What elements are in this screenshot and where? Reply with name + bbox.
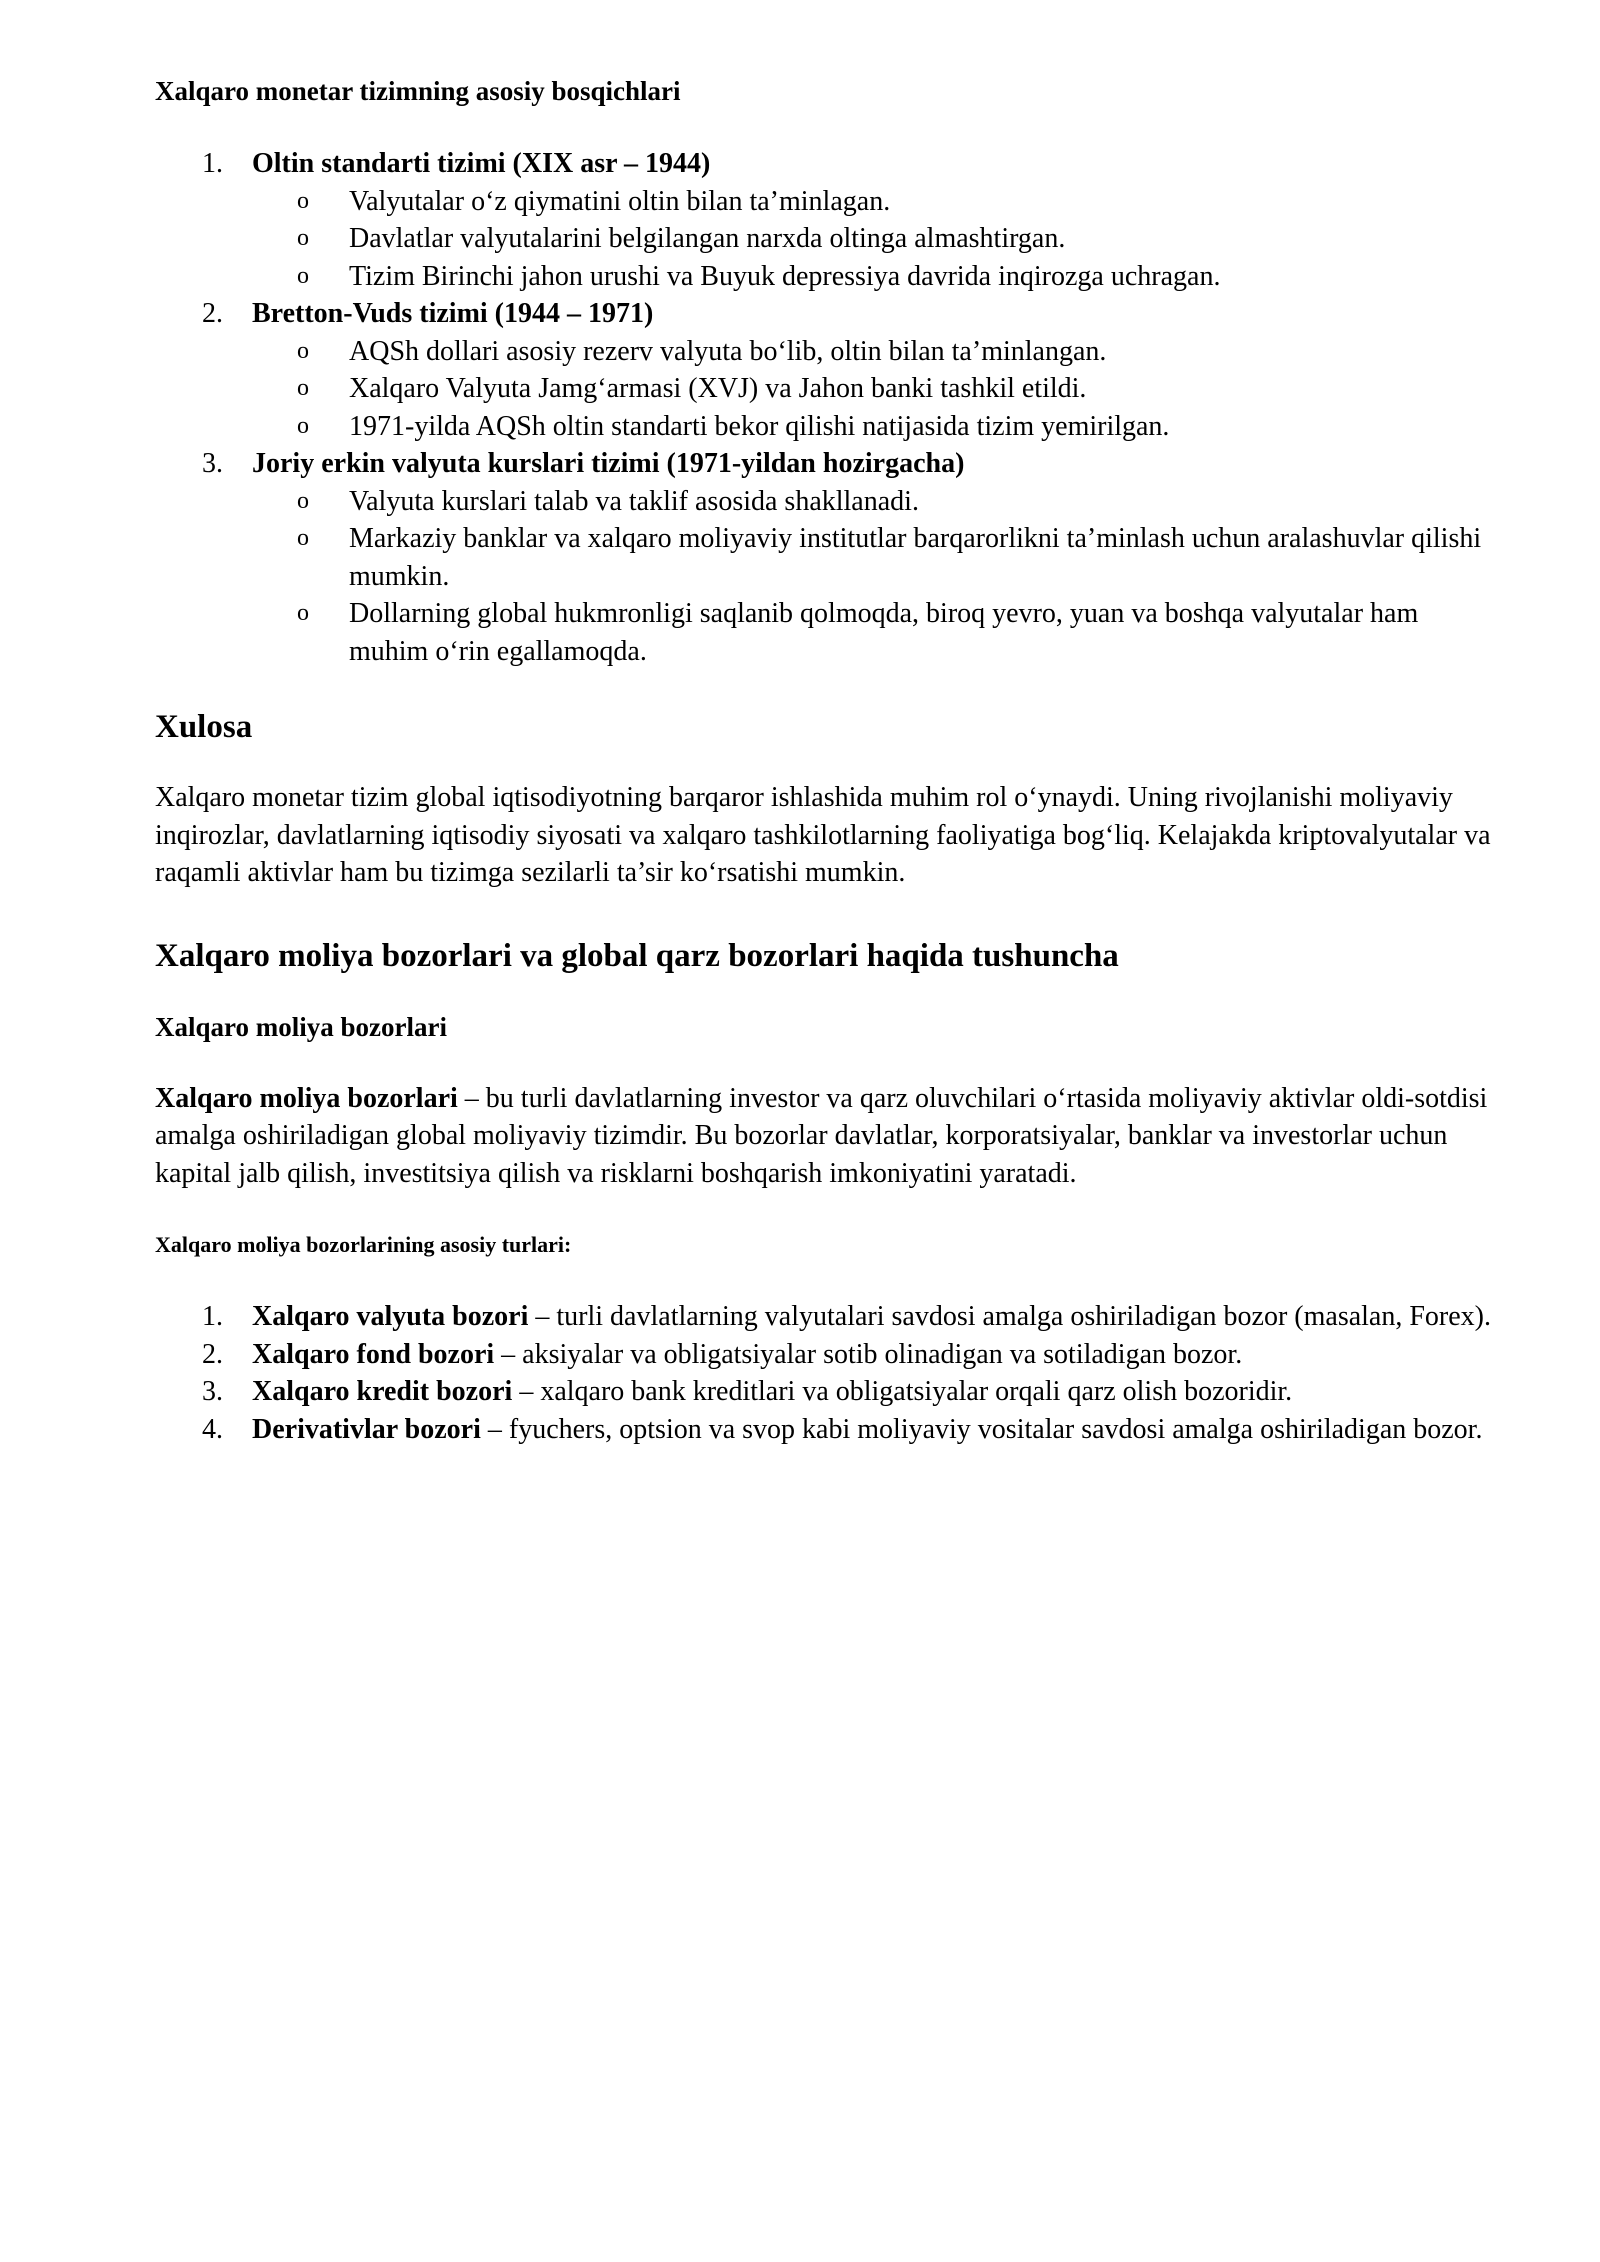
type-text: – fyuchers, optsion va svop kabi moliyaviy vositalar savdosi amalga oshiriladigan bozor. [480, 1413, 1483, 1445]
sub-list-item: o Valyutalar o‘z qiymatini oltin bilan ta’minlagan. [252, 183, 1500, 221]
sub-list [252, 183, 1500, 296]
sub-list-item: o Tizim Birinchi jahon urushi va Buyuk depressiya davrida inqirozga uchragan. [252, 258, 1500, 296]
stage-title: Oltin standarti tizimi (XIX asr – 1944) [252, 148, 711, 179]
definition-paragraph [155, 1080, 1500, 1193]
sub-list-item: o Dollarning global hukmronligi saqlanib qolmoqda, biroq yevro, yuan va boshqa valyutalar ham muhim o‘rin egallamoqda. [252, 595, 1500, 670]
stage-title: Bretton-Vuds tizimi (1944 – 1971) [252, 298, 654, 329]
type-term: Xalqaro valyuta bozori [252, 1301, 529, 1332]
sub-list [252, 483, 1500, 671]
sub-list-item: o 1971-yilda AQSh oltin standarti bekor qilishi natijasida tizim yemirilgan. [252, 408, 1500, 446]
list-item [155, 1298, 1500, 1336]
list-number: 2. [202, 298, 223, 329]
list-number: 1. [202, 148, 223, 179]
types-heading: Xalqaro moliya bozorlarining asosiy turlari: [155, 1232, 572, 1257]
list-number: 2. [202, 1338, 223, 1370]
type-term: Xalqaro fond bozori [252, 1338, 495, 1370]
bullet-icon: o [297, 375, 309, 401]
bullet-icon: o [297, 600, 309, 626]
list-number: 1. [202, 1301, 223, 1332]
conclusion-paragraph: Xalqaro monetar tizim global iqtisodiyotning barqaror ishlashida muhim rol o‘ynaydi. Uning rivojlanishi moliyaviy inqirozlar, davlatlarning iqtisodiy siyosati va xalqaro tashkilotlarning faoliyatiga bog‘liq. Kelajakda kriptovalyutalar va raqamli aktivlar ham bu tizimga sezilarli ta’sir ko‘rsatishi mumkin. [155, 782, 1491, 888]
sub-list [252, 333, 1500, 446]
sub-list-item: o Valyuta kurslari talab va taklif asosida shakllanadi. [252, 483, 1500, 521]
bullet-icon: o [297, 412, 309, 439]
type-text: – turli davlatlarning valyutalari savdosi amalga oshiriladigan bozor (masalan, Forex). [528, 1301, 1491, 1332]
definition-text: – bu turli davlatlarning investor va qarz oluvchilari o‘rtasida moliyaviy aktivlar oldi-sotdisi amalga oshiriladigan global moliyaviy tizimdir. Bu bozorlar davlatlar, korporatsiyalar, banklar va investorlar uchun kapital jalb qilish, investitsiya qilish va risklarni boshqarish imkoniyatini yaratadi. [155, 1082, 1488, 1189]
type-term: Derivativlar bozori [252, 1413, 481, 1445]
stages-list [155, 145, 1500, 670]
type-text: – aksiyalar va obligatsiyalar sotib olinadigan va sotiladigan bozor. [494, 1338, 1243, 1370]
bullet-icon: o [297, 525, 309, 551]
list-item [155, 145, 1500, 295]
bullet-icon: o [297, 337, 309, 364]
section-heading: Xalqaro moliya bozorlari va global qarz bozorlari haqida tushuncha [155, 937, 1119, 974]
subsection-heading: Xalqaro moliya bozorlari [155, 1011, 447, 1042]
type-text: – xalqaro bank kreditlari va obligatsiyalar orqali qarz olish bozoridir. [512, 1376, 1293, 1407]
list-item [155, 445, 1500, 670]
types-list [155, 1298, 1500, 1448]
document-page [155, 72, 1500, 1448]
bullet-icon: o [297, 187, 309, 214]
bullet-icon: o [297, 487, 309, 514]
section-heading: Xalqaro monetar tizimning asosiy bosqichlari [155, 76, 681, 106]
bullet-icon: o [297, 225, 309, 251]
list-item [155, 1336, 1500, 1374]
sub-list-item: o Xalqaro Valyuta Jamg‘armasi (XVJ) va Jahon banki tashkil etildi. [252, 370, 1500, 408]
stage-title: Joriy erkin valyuta kurslari tizimi (1971-yildan hozirgacha) [252, 448, 965, 479]
sub-list-item: o AQSh dollari asosiy rezerv valyuta bo‘lib, oltin bilan ta’minlangan. [252, 333, 1500, 371]
list-item [155, 1373, 1500, 1411]
conclusion-heading: Xulosa [155, 709, 253, 745]
sub-list-item: o Markaziy banklar va xalqaro moliyaviy institutlar barqarorlikni ta’minlash uchun aralashuvlar qilishi mumkin. [252, 520, 1500, 595]
type-term: Xalqaro kredit bozori [252, 1376, 513, 1407]
definition-term: Xalqaro moliya bozorlari [155, 1082, 458, 1114]
list-item [155, 1411, 1500, 1449]
sub-list-item: o Davlatlar valyutalarini belgilangan narxda oltinga almashtirgan. [252, 220, 1500, 258]
list-number: 4. [202, 1413, 223, 1445]
list-number: 3. [202, 448, 223, 479]
list-item [155, 295, 1500, 445]
bullet-icon: o [297, 262, 309, 289]
list-number: 3. [202, 1376, 223, 1407]
